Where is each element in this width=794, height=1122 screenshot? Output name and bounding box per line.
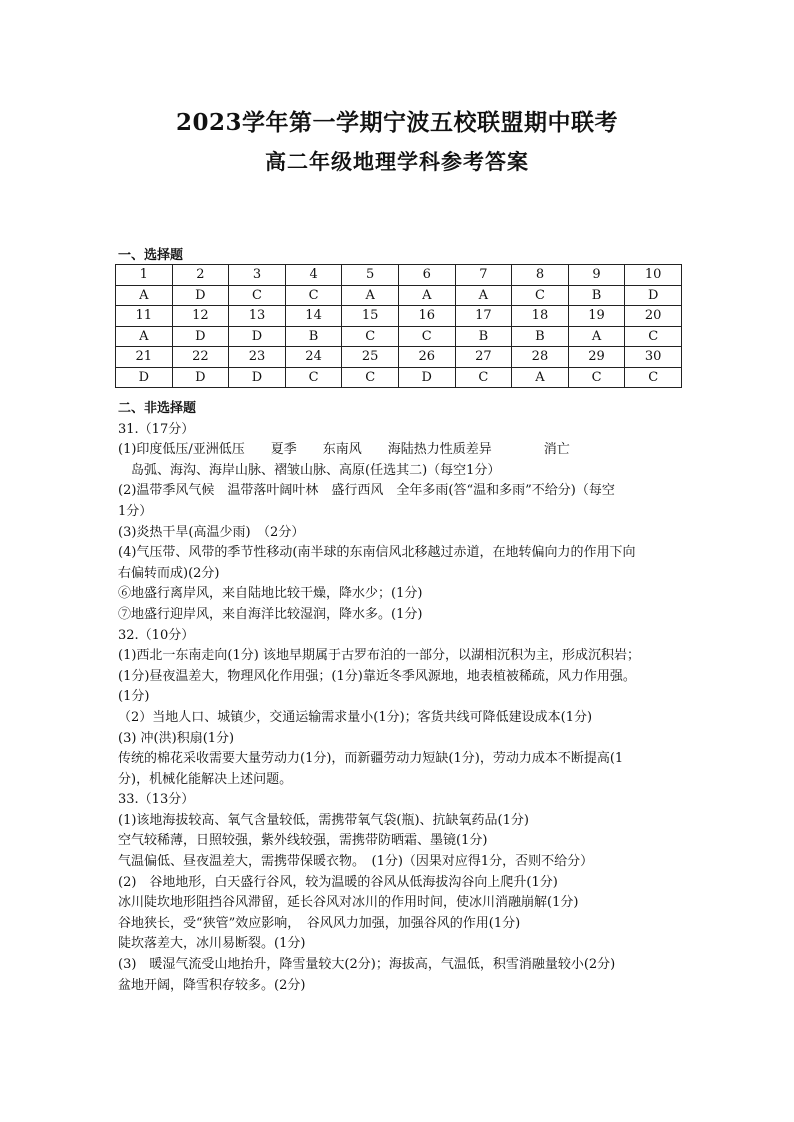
- free-response-answers: [118, 399, 683, 996]
- question-number-cell: 24: [285, 347, 342, 368]
- answer-cell: A: [116, 285, 173, 306]
- question-number-cell: 30: [625, 347, 682, 368]
- answer-line: (2)温带季风气候 温带落叶阔叶林 盛行西风 全年多雨(答“温和多雨”不给分)（每空: [118, 483, 615, 499]
- question-number-cell: 28: [512, 347, 569, 368]
- answer-cell: C: [398, 326, 455, 347]
- answer-line: (3) 暖湿气流受山地抬升，降雪量较大(2分)；海拔高，气温低，积雪消融量较小(2分): [118, 957, 616, 973]
- answer-line: ⑦地盛行迎岸风，来自海洋比较湿润，降水多。(1分): [118, 606, 423, 622]
- question-number-row: [116, 306, 682, 327]
- question-number-cell: 2: [172, 265, 229, 286]
- question-number-cell: 15: [342, 306, 399, 327]
- answer-cell: D: [398, 367, 455, 388]
- answer-line: （2）当地人口、城镇少，交通运输需求量小(1分)；客货共线可降低建设成本(1分): [118, 709, 593, 725]
- question-number-cell: 26: [398, 347, 455, 368]
- question-number-cell: 9: [568, 265, 625, 286]
- answer-cell: C: [512, 285, 569, 306]
- answer-line: (1)该地海拔较高、氧气含量较低，需携带氧气袋(瓶)、抗缺氧药品(1分): [118, 812, 529, 828]
- answer-line: (3)炎热干旱(高温少雨) （2分）: [118, 524, 305, 540]
- answer-cell: D: [625, 285, 682, 306]
- answer-row: [116, 367, 682, 388]
- answer-line: 空气较稀薄，日照较强，紫外线较强，需携带防晒霜、墨镜(1分): [118, 833, 488, 849]
- answer-line: 气温偏低、昼夜温差大，需携带保暖衣物。 (1分)（因果对应得1分，否则不给分）: [118, 854, 594, 870]
- answer-cell: A: [512, 367, 569, 388]
- answer-line: 陡坎落差大，冰川易断裂。(1分): [118, 936, 306, 952]
- answer-cell: D: [229, 326, 286, 347]
- answer-cell: A: [116, 326, 173, 347]
- answer-line: 盆地开阔，降雪积存较多。(2分): [118, 977, 306, 993]
- answer-cell: C: [285, 285, 342, 306]
- answer-line: 岛弧、海沟、海岸山脉、褶皱山脉、高原(任选其二)（每空1分）: [118, 462, 501, 478]
- answer-line: (1)印度低压/亚洲低压 夏季 东南风 海陆热力性质差异 消亡: [118, 442, 570, 458]
- answer-cell: C: [342, 367, 399, 388]
- question-number-cell: 12: [172, 306, 229, 327]
- multiple-choice-answer-table: [115, 264, 682, 388]
- question-number-cell: 27: [455, 347, 512, 368]
- question-number-cell: 22: [172, 347, 229, 368]
- question-number-cell: 23: [229, 347, 286, 368]
- question-number-cell: 5: [342, 265, 399, 286]
- question-number-cell: 10: [625, 265, 682, 286]
- answer-cell: D: [172, 367, 229, 388]
- answer-line: (2) 谷地地形，白天盛行谷风，较为温暖的谷风从低海拔沟谷向上爬升(1分): [118, 874, 558, 890]
- question-number-row: [116, 265, 682, 286]
- question-number-cell: 16: [398, 306, 455, 327]
- answer-line: 冰川陡坎地形阻挡谷风滞留，延长谷风对冰川的作用时间，使冰川消融崩解(1分): [118, 895, 579, 911]
- answer-cell: A: [398, 285, 455, 306]
- answer-cell: C: [455, 367, 512, 388]
- answer-line: 33.（13分）: [118, 792, 195, 808]
- question-number-cell: 6: [398, 265, 455, 286]
- question-number-cell: 29: [568, 347, 625, 368]
- answer-cell: C: [285, 367, 342, 388]
- answer-line: (1分)昼夜温差大，物理风化作用强；(1分)靠近冬季风源地，地表植被稀疏，风力作用强。: [118, 668, 636, 684]
- answer-cell: D: [116, 367, 173, 388]
- answer-line: 32.（10分）: [118, 627, 195, 643]
- question-number-cell: 17: [455, 306, 512, 327]
- answer-line: (3) 冲(洪)积扇(1分): [118, 730, 235, 746]
- answer-cell: C: [568, 367, 625, 388]
- question-number-cell: 7: [455, 265, 512, 286]
- document-title: 2023学年第一学期宁波五校联盟期中联考: [175, 109, 618, 136]
- question-number-cell: 3: [229, 265, 286, 286]
- answer-line: (1)西北一东南走向(1分) 该地早期属于古罗布泊的一部分，以湖相沉积为主，形成沉积岩；: [118, 648, 640, 664]
- answer-line: 1分）: [118, 503, 153, 519]
- answer-row: [116, 326, 682, 347]
- question-number-cell: 25: [342, 347, 399, 368]
- answer-cell: A: [568, 326, 625, 347]
- answer-line: 右偏转而成)(2分): [118, 565, 220, 581]
- answer-line: (1分): [118, 689, 150, 705]
- answer-row: [116, 285, 682, 306]
- question-number-cell: 1: [116, 265, 173, 286]
- answer-line: 传统的棉花采收需要大量劳动力(1分)，而新疆劳动力短缺(1分)，劳动力成本不断提高(1: [118, 751, 624, 767]
- question-number-cell: 21: [116, 347, 173, 368]
- question-number-cell: 8: [512, 265, 569, 286]
- answer-line: 谷地狭长，受“狭管”效应影响， 谷风风力加强，加强谷风的作用(1分): [118, 915, 521, 931]
- answer-line: 31.（17分）: [118, 421, 195, 437]
- answer-line: ⑥地盛行离岸风，来自陆地比较干燥，降水少；(1分): [118, 586, 423, 602]
- question-number-cell: 11: [116, 306, 173, 327]
- answer-cell: C: [625, 367, 682, 388]
- question-number-cell: 13: [229, 306, 286, 327]
- section-1-heading: 一、选择题: [118, 248, 184, 263]
- answer-cell: B: [455, 326, 512, 347]
- answer-cell: B: [285, 326, 342, 347]
- answer-line: (4)气压带、风带的季节性移动(南半球的东南信风北移越过赤道，在地转偏向力的作用下向: [118, 545, 636, 561]
- question-number-cell: 14: [285, 306, 342, 327]
- answer-cell: B: [568, 285, 625, 306]
- answer-cell: D: [172, 285, 229, 306]
- answer-cell: A: [342, 285, 399, 306]
- question-number-cell: 18: [512, 306, 569, 327]
- answer-cell: C: [625, 326, 682, 347]
- answer-cell: D: [229, 367, 286, 388]
- question-number-row: [116, 347, 682, 368]
- question-number-cell: 19: [568, 306, 625, 327]
- section-2-heading: 二、非选择题: [118, 401, 197, 416]
- answer-line: 分)，机械化能解决上述问题。: [118, 771, 293, 787]
- answer-cell: C: [342, 326, 399, 347]
- answer-cell: C: [229, 285, 286, 306]
- answer-cell: A: [455, 285, 512, 306]
- answer-cell: D: [172, 326, 229, 347]
- question-number-cell: 20: [625, 306, 682, 327]
- question-number-cell: 4: [285, 265, 342, 286]
- document-subtitle: 高二年级地理学科参考答案: [265, 149, 529, 174]
- answer-cell: B: [512, 326, 569, 347]
